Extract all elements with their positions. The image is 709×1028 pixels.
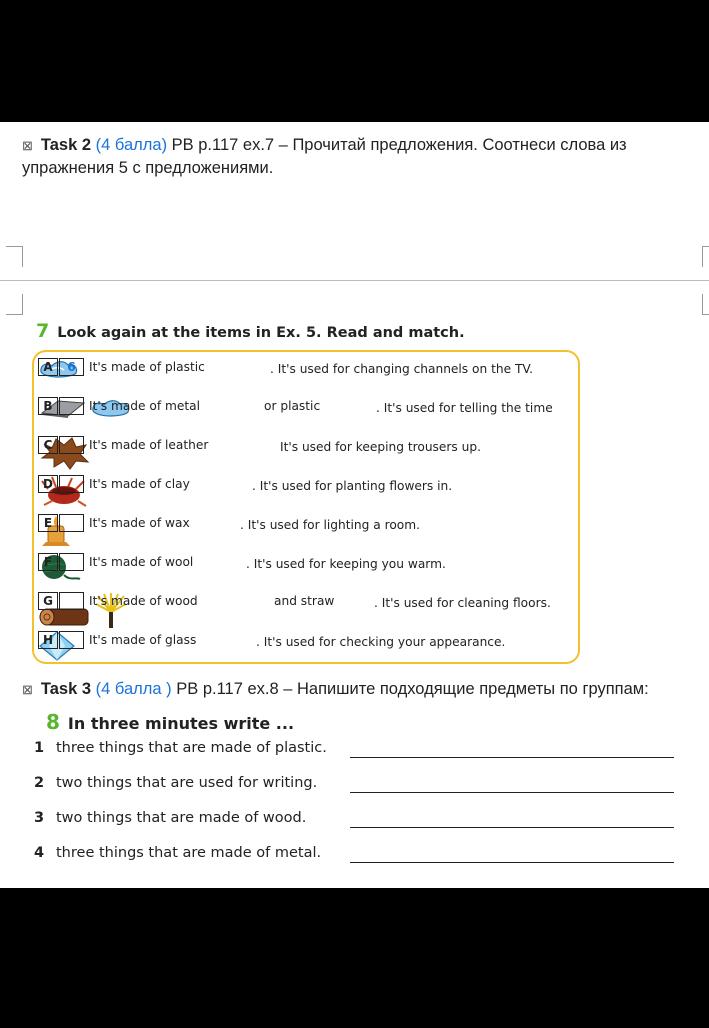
usage-text: It's used for keeping trousers up. bbox=[280, 440, 481, 454]
exercise-7-instruction: Look again at the items in Ex. 5. Read and match. bbox=[57, 325, 465, 341]
exercise-8-number: 8 bbox=[46, 710, 60, 734]
answer-box[interactable] bbox=[59, 631, 84, 649]
row-letter: E bbox=[38, 514, 58, 532]
task-3-points: (4 балла ) bbox=[95, 680, 172, 698]
alternative-material-text: and straw bbox=[274, 594, 335, 608]
material-text: It's made of leather bbox=[89, 438, 209, 452]
question-number: 2 bbox=[34, 775, 45, 791]
alternative-material-text: or plastic bbox=[264, 399, 321, 413]
answer-line[interactable] bbox=[350, 827, 674, 828]
question-text: two things that are used for writing. bbox=[56, 775, 318, 791]
usage-text: . It's used for telling the time bbox=[376, 401, 553, 415]
exercise-8-title bbox=[46, 710, 294, 734]
question-text: two things that are made of wood. bbox=[56, 810, 307, 826]
broken-image-icon: ⊠ bbox=[22, 682, 33, 697]
task-2-instructions: PB p.117 ex.7 – Прочитай предложения. Соотнеси слова из упражнения 5 с предложениями. bbox=[22, 136, 627, 177]
task-3-label: Task 3 bbox=[40, 680, 96, 698]
match-row-h bbox=[38, 631, 548, 655]
divider-line bbox=[0, 280, 709, 281]
answer-box[interactable] bbox=[59, 436, 84, 454]
match-row-c bbox=[38, 436, 538, 460]
match-row-e bbox=[38, 514, 458, 538]
answer-box[interactable] bbox=[59, 592, 84, 610]
answer-box[interactable] bbox=[59, 475, 84, 493]
worksheet-page bbox=[0, 122, 709, 888]
match-row-g bbox=[38, 592, 578, 616]
question-3 bbox=[34, 810, 684, 834]
task-3-instructions: PB p.117 ex.8 – Напишите подходящие предметы по группам: bbox=[171, 680, 649, 698]
answer-box[interactable] bbox=[59, 553, 84, 571]
material-text: It's made of metal bbox=[89, 399, 201, 413]
task-2-header bbox=[22, 134, 682, 180]
row-letter: F bbox=[38, 553, 58, 571]
match-row-d bbox=[38, 475, 478, 499]
question-number: 4 bbox=[34, 845, 45, 861]
usage-text: . It's used for checking your appearance. bbox=[256, 635, 506, 649]
answer-box[interactable] bbox=[59, 397, 84, 415]
material-text: It's made of wood bbox=[89, 594, 198, 608]
exercise-7-number: 7 bbox=[36, 320, 50, 342]
question-2 bbox=[34, 775, 684, 799]
material-text: It's made of wool bbox=[89, 555, 194, 569]
usage-text: . It's used for keeping you warm. bbox=[246, 557, 446, 571]
material-text: It's made of plastic bbox=[89, 360, 205, 374]
crop-mark-bottom-right bbox=[702, 294, 709, 315]
match-row-f bbox=[38, 553, 478, 577]
usage-text: . It's used for planting flowers in. bbox=[252, 479, 453, 493]
crop-mark-bottom-left bbox=[6, 294, 23, 315]
crop-mark-top-right bbox=[702, 246, 709, 267]
broken-image-icon: ⊠ bbox=[22, 138, 33, 153]
answer-box[interactable]: 6 bbox=[59, 358, 84, 376]
row-letter: G bbox=[38, 592, 58, 610]
row-letter: D bbox=[38, 475, 58, 493]
crop-mark-top-left bbox=[6, 246, 23, 267]
usage-text: . It's used for lighting a room. bbox=[240, 518, 420, 532]
answer-line[interactable] bbox=[350, 757, 674, 758]
usage-text: . It's used for changing channels on the TV. bbox=[270, 362, 534, 376]
question-text: three things that are made of plastic. bbox=[56, 740, 327, 756]
question-number: 1 bbox=[34, 740, 45, 756]
row-letter: A bbox=[38, 358, 58, 376]
question-text: three things that are made of metal. bbox=[56, 845, 322, 861]
usage-text: . It's used for cleaning floors. bbox=[374, 596, 551, 610]
match-row-b bbox=[38, 397, 578, 421]
answer-line[interactable] bbox=[350, 792, 674, 793]
answer-line[interactable] bbox=[350, 862, 674, 863]
answer-box[interactable] bbox=[59, 514, 84, 532]
task-3-header bbox=[22, 678, 649, 701]
question-1 bbox=[34, 740, 684, 764]
material-text: It's made of clay bbox=[89, 477, 190, 491]
material-text: It's made of wax bbox=[89, 516, 190, 530]
match-row-a bbox=[38, 358, 568, 382]
exercise-7-title bbox=[36, 320, 465, 342]
question-4 bbox=[34, 845, 684, 869]
row-letter: B bbox=[38, 397, 58, 415]
row-letter: H bbox=[38, 631, 58, 649]
material-text: It's made of glass bbox=[89, 633, 197, 647]
task-2-label: Task 2 bbox=[40, 136, 96, 154]
row-letter: C bbox=[38, 436, 58, 454]
task-2-points: (4 балла) bbox=[95, 136, 168, 154]
question-number: 3 bbox=[34, 810, 45, 826]
exercise-8-instruction: In three minutes write ... bbox=[67, 714, 295, 733]
